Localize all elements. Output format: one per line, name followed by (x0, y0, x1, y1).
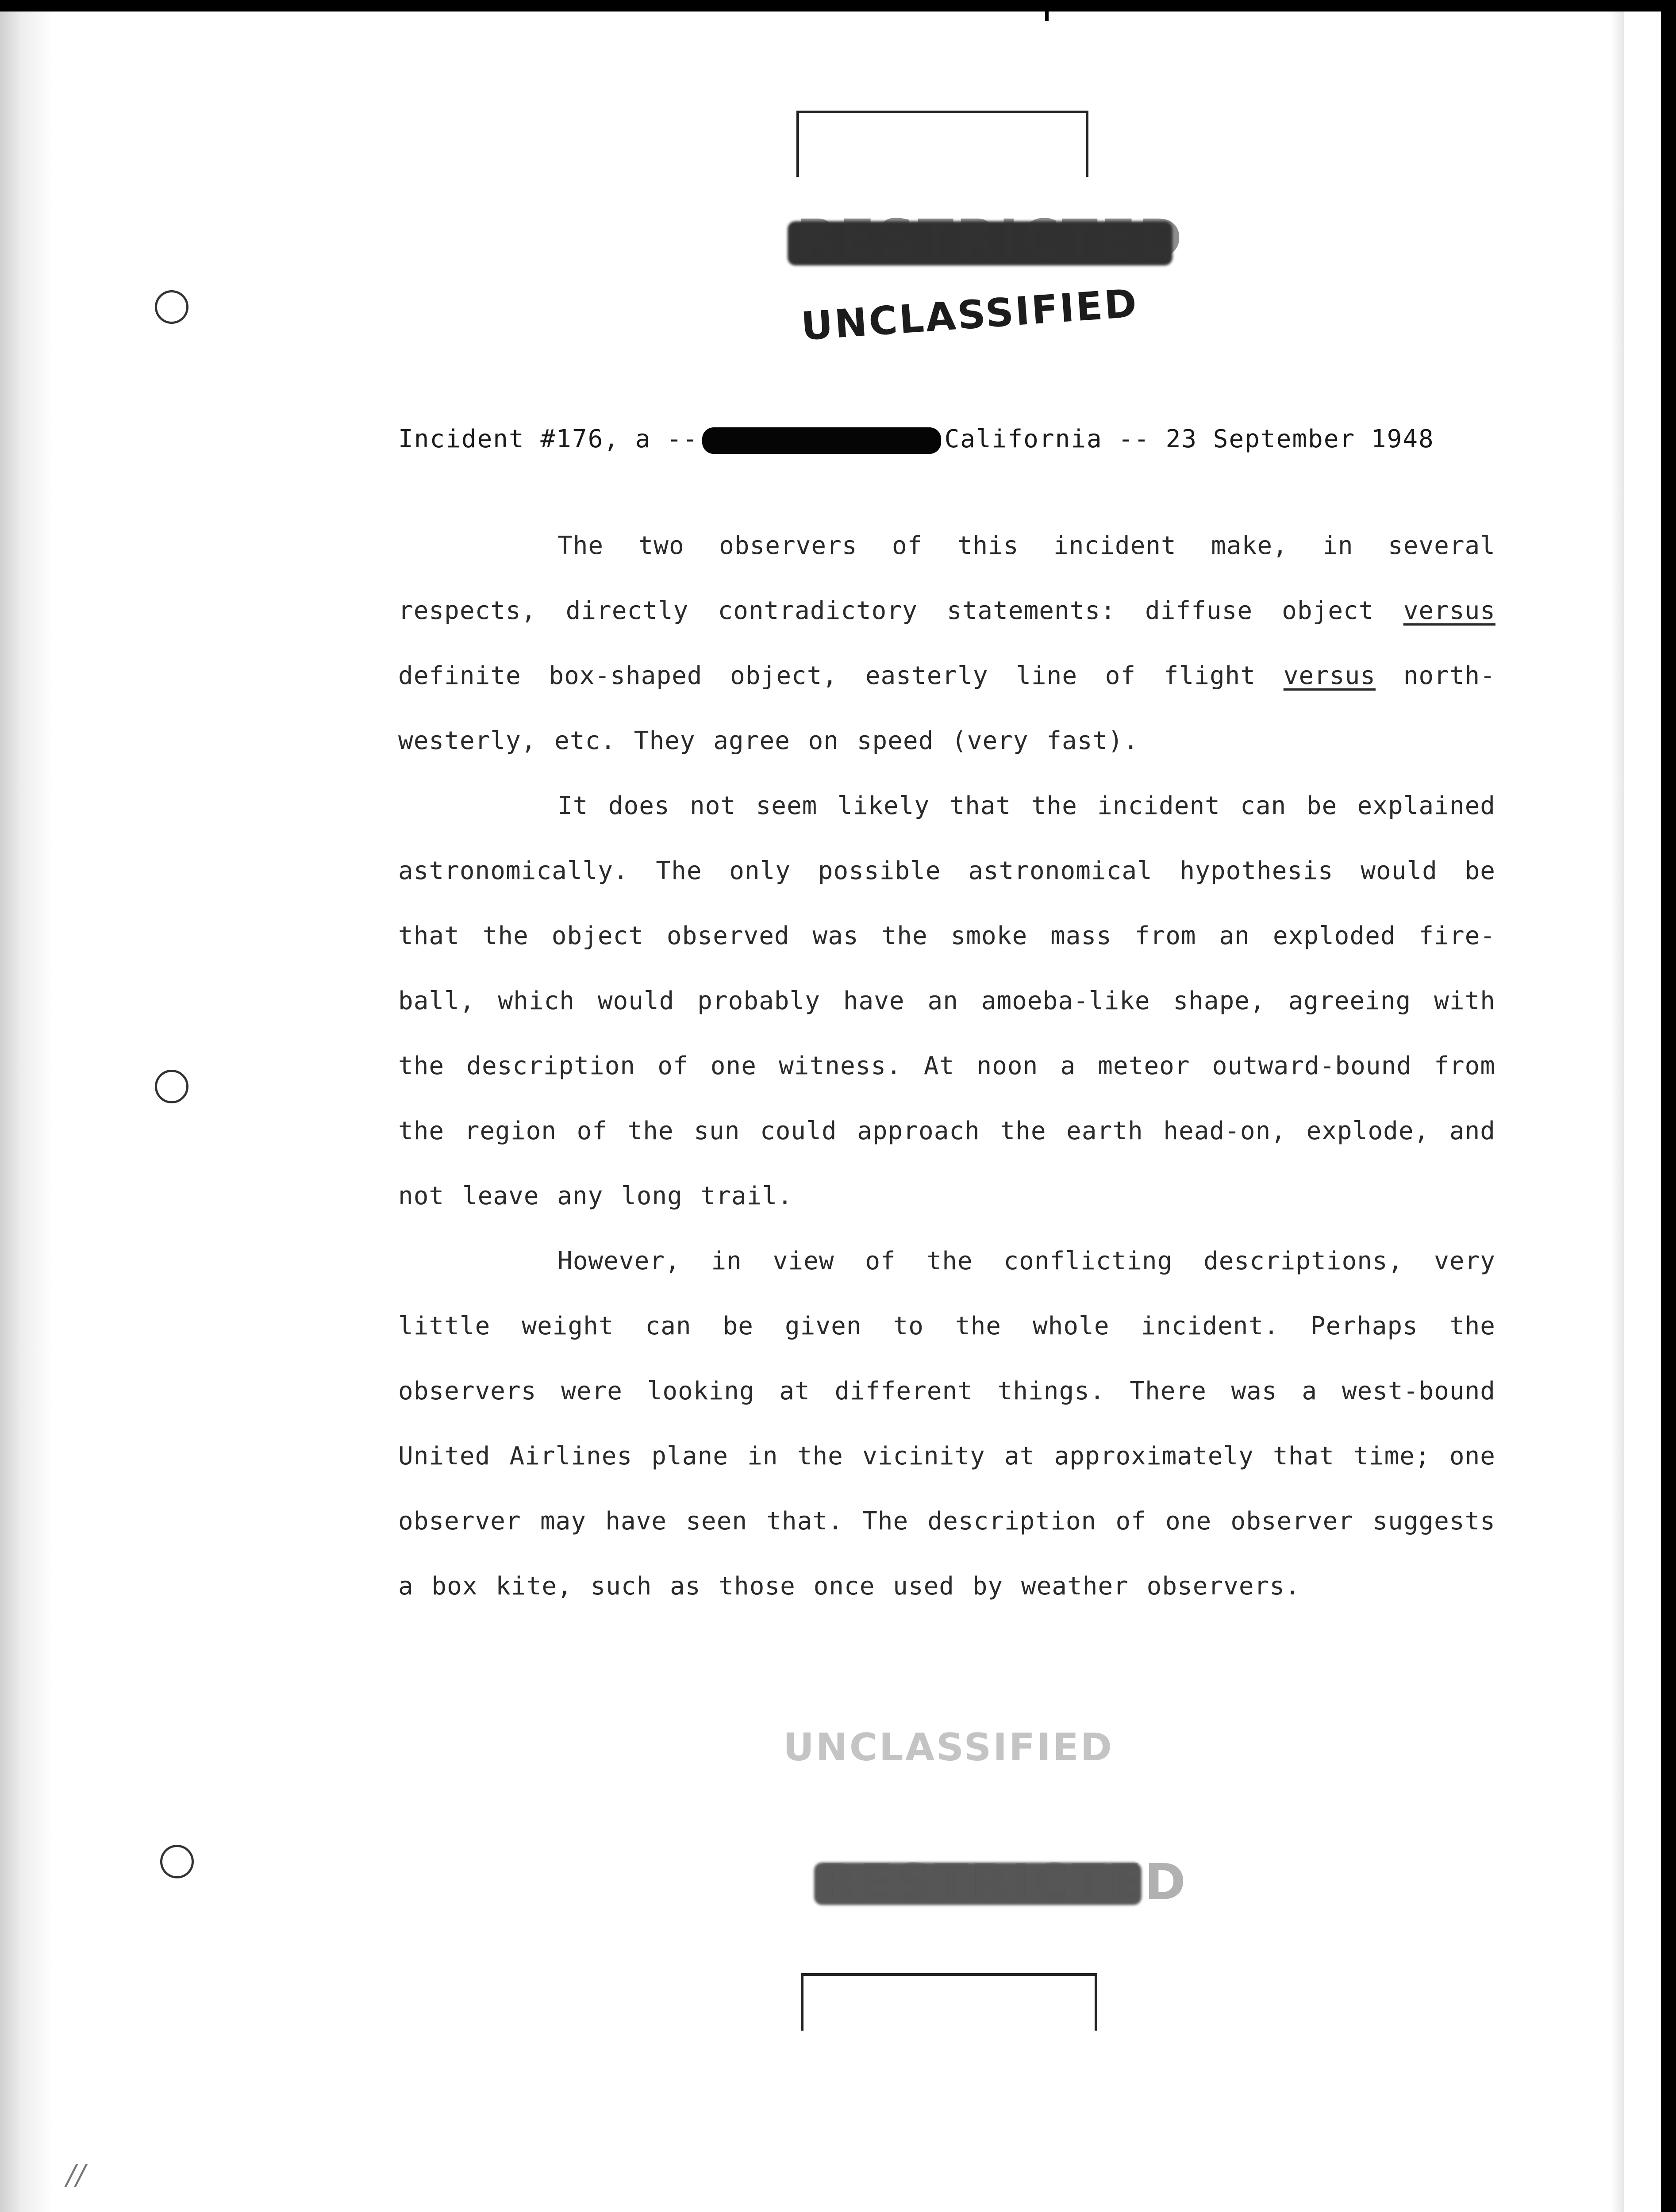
scan-top-border (0, 0, 1676, 12)
title-prefix: Incident #176, a -- (398, 425, 699, 453)
incident-title (398, 425, 1482, 454)
paragraph-3: However, in view of the conflicting descriptions, very little weight can be given to the whole incident. Perhaps the observers were looking at different things. There was a west-bound United Airlines plane in the vicinity at approximately that time; one observer may have seen that. The description of one observer suggests a box kite, such as those once used by weather observers. (398, 1247, 1495, 1601)
title-suffix: California -- 23 September 1948 (944, 425, 1434, 453)
top-restricted-stamp: RESTRICTED (796, 208, 1185, 269)
punch-hole-middle (155, 1070, 188, 1103)
title-redaction (702, 427, 941, 454)
top-classification-box (796, 111, 1088, 177)
paragraph-1-versus-2: versus (1283, 661, 1376, 690)
paragraph-1-part-c: north-westerly, etc. They agree on speed (very fast). (398, 661, 1495, 755)
bottom-unclassified-stamp: UNCLASSIFIED (783, 1725, 1114, 1770)
top-unclassified-stamp: UNCLASSIFIED (800, 280, 1140, 349)
bottom-classification-box (801, 1973, 1097, 2031)
paragraph-1-part-a: The two observers of this incident make, in several respects, directly contradictory statements: diffuse object (398, 531, 1495, 625)
punch-hole-top (155, 290, 188, 324)
paragraph-1-versus-1: versus (1403, 596, 1495, 625)
punch-hole-bottom (160, 1845, 194, 1878)
scan-right-border (1661, 0, 1676, 2212)
paragraph-2: It does not seem likely that the incident can be explained astronomically. The only possible astronomical hypothesis would be that the object observed was the smoke mass from an exploded fire-ball, which would probably have an amoeba-like shape, agreeing with the description of one witness. At noon a meteor outward-bound from the region of the sun could approach the earth head-on, explode, and not leave any long trail. (398, 791, 1495, 1210)
paragraph-1-part-b: definite box-shaped object, easterly line of flight (398, 661, 1284, 690)
bottom-restricted-stamp: RESTRICTED (819, 1854, 1188, 1911)
scan-top-tick (1045, 0, 1049, 21)
scan-left-shadow (0, 0, 53, 2212)
paragraph-1 (398, 513, 1495, 773)
margin-mark: // (66, 2159, 86, 2192)
page-right-edge (1611, 12, 1624, 2212)
memo-body (398, 513, 1495, 1619)
